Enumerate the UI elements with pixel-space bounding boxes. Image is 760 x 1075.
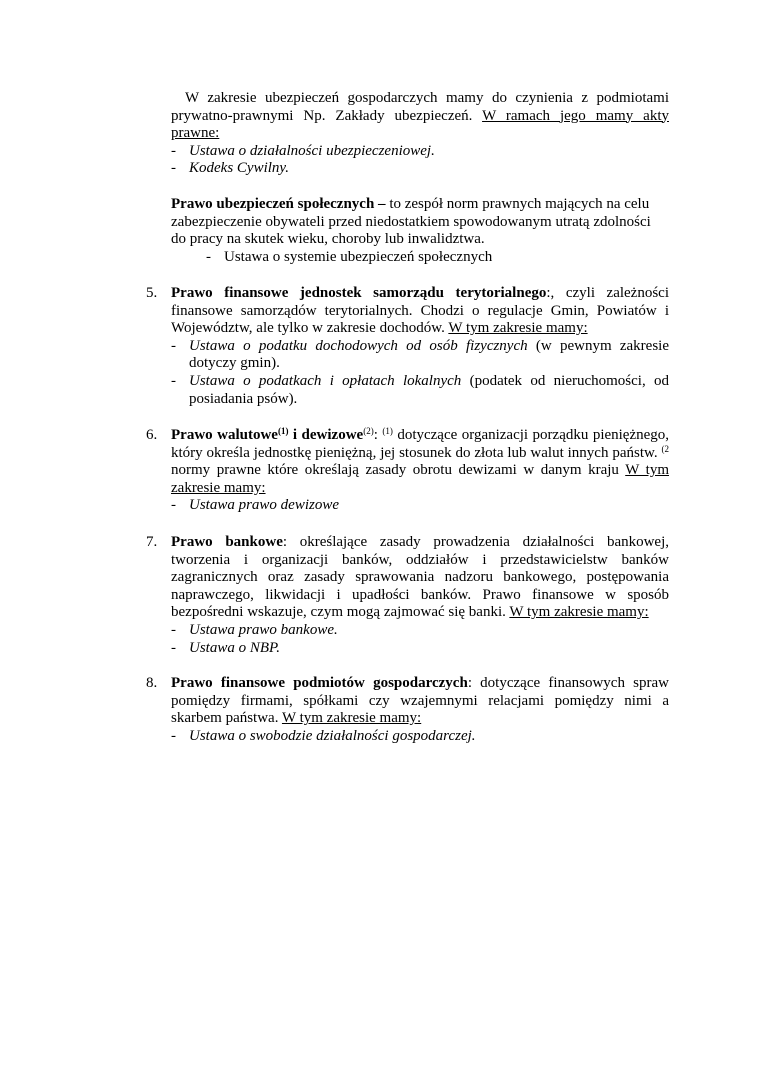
section-colon: : — [373, 427, 378, 443]
section-title-walutowe: Prawo walutowe — [171, 427, 278, 443]
section-title: Prawo finansowe podmiotów gospodarczych — [171, 675, 468, 691]
section-paragraph — [171, 534, 669, 622]
list-item — [171, 373, 669, 408]
superscript-marker: (2 — [661, 443, 670, 454]
section-link-text: W tym zakresie mamy: — [509, 604, 649, 621]
list-item-text: Ustawa o NBP. — [189, 639, 280, 656]
section-text: normy prawne które określają zasady obrotu dewizami w danym kraju — [171, 462, 619, 479]
dash-bullet: - — [171, 727, 176, 744]
intro-block — [171, 90, 669, 178]
dash-bullet: - — [171, 621, 176, 638]
list-item — [171, 249, 669, 267]
dash-bullet: - — [171, 142, 176, 159]
section-number: 7. — [146, 534, 158, 550]
list-item — [171, 728, 669, 746]
dash-bullet: - — [171, 497, 176, 514]
list-item-law: Ustawa o podatku dochodowych od osób fizycznych — [189, 337, 528, 354]
list-item — [171, 640, 669, 658]
list-item — [171, 160, 669, 178]
section-5 — [146, 285, 669, 408]
dash-bullet: - — [171, 337, 176, 354]
section-text: : dotyczące finansowych spraw pomiędzy firmami, spółkami czy wzajemnymi relacjami pomiędzy nimi a skarbem państwa. — [171, 675, 669, 727]
section-paragraph — [171, 427, 669, 497]
list-item — [171, 622, 669, 640]
superscript-marker: (1) — [382, 426, 393, 436]
section-7 — [146, 534, 670, 657]
social-title: Prawo ubezpieczeń społecznych – — [171, 196, 386, 212]
dash-bullet: - — [171, 372, 176, 389]
list-item — [171, 497, 669, 515]
section-link-text: W tym zakresie mamy: — [171, 462, 669, 496]
section-text: dotyczące organizacji porządku pieniężnego, który określa jednostkę pieniężną, jej stosunek do złota lub walut innych państw. — [171, 427, 670, 461]
list-item-note: (w pewnym zakresie dotyczy gmin). — [189, 337, 669, 372]
list-item-text: Ustawa o działalności ubezpieczeniowej. — [189, 142, 435, 159]
social-paragraph — [171, 196, 669, 249]
section-number: 6. — [146, 427, 158, 443]
intro-paragraph — [171, 90, 669, 143]
intro-link-text: W ramach jego mamy akty prawne: — [171, 107, 669, 142]
section-link-text: W tym zakresie mamy: — [448, 320, 588, 337]
section-title: Prawo bankowe — [171, 534, 283, 550]
section-text: : określające zasady prowadzenia działalności bankowej, tworzenia i organizacji banków, oddziałów i przedstawicielstw banków zagranicznych oraz zasady sprawowania nadzoru bankowego, postępowania naprawczego, likwidacji i upadłości banków. Prawo finansowe w sposób bezpośredni wskazuje, czym mogą zajmować się banki. — [171, 534, 670, 621]
section-paragraph — [171, 675, 669, 728]
section-text: :, czyli zależności finansowe samorządów terytorialnych. Chodzi o regulacje Gmin, Powiatów i Województw, ale tylko w zakresie dochodów. — [171, 285, 669, 337]
list-item-text: Ustawa prawo bankowe. — [189, 621, 338, 638]
list-item-note: (podatek od nieruchomości, od posiadania psów). — [189, 372, 669, 407]
list-item — [171, 143, 669, 161]
list-item-text: Ustawa prawo dewizowe — [189, 497, 340, 514]
intro-text: W zakresie ubezpieczeń gospodarczych mamy do czynienia z podmiotami prywatno-prawnymi Np. Zakłady ubezpieczeń. — [171, 90, 669, 124]
dash-bullet: - — [171, 160, 176, 177]
list-item — [171, 338, 669, 373]
list-item-text: Kodeks Cywilny. — [189, 160, 289, 177]
list-item-law: Ustawa o podatkach i opłatach lokalnych — [189, 372, 462, 389]
social-text: to zespół norm prawnych mających na celu zabezpieczenie obywateli przed niedostatkiem spowodowanym utratą zdolności do pracy na skutek wieku, choroby lub inwalidztwa. — [171, 196, 651, 248]
dash-bullet: - — [206, 248, 211, 265]
section-title-dewizowe: i dewizowe — [292, 427, 364, 443]
section-link-text: W tym zakresie mamy: — [281, 710, 422, 727]
superscript-marker: (1) — [277, 426, 289, 436]
section-number: 8. — [146, 675, 158, 691]
superscript-marker: (2) — [363, 426, 374, 436]
section-number: 5. — [146, 285, 158, 301]
section-title: Prawo finansowe jednostek samorządu terytorialnego — [171, 285, 547, 301]
section-6 — [146, 426, 670, 515]
list-item-text: Ustawa o systemie ubezpieczeń społecznych — [224, 248, 493, 265]
section-paragraph — [171, 285, 669, 338]
social-insurance-block — [171, 196, 669, 266]
dash-bullet: - — [171, 639, 176, 656]
section-8 — [146, 675, 669, 745]
list-item-text: Ustawa o swobodzie działalności gospodarczej. — [189, 727, 476, 744]
